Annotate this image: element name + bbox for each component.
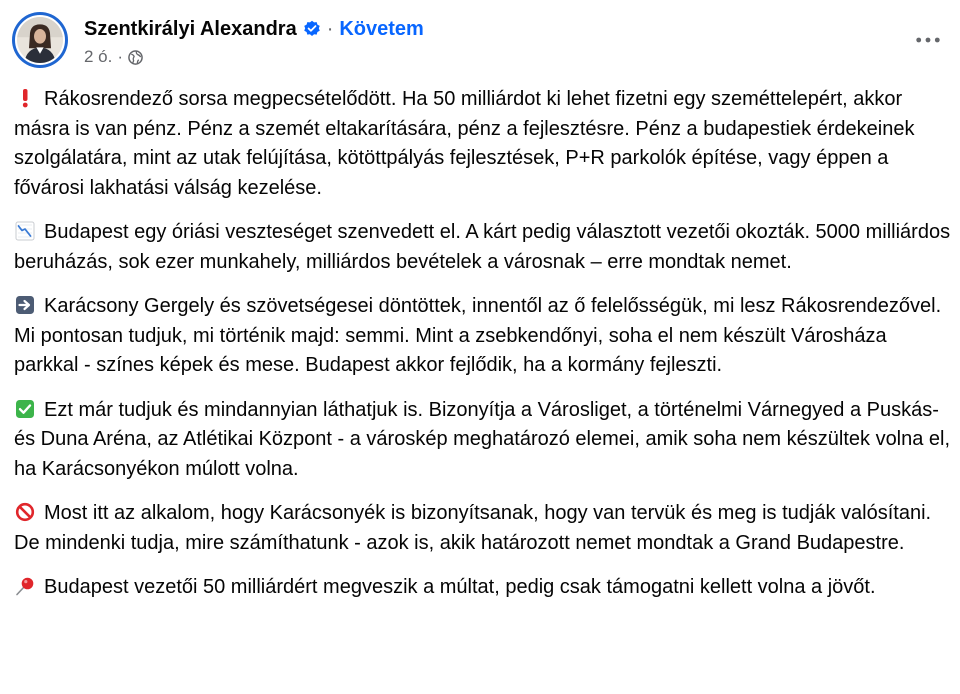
paragraph-text: Ezt már tudjuk és mindannyian láthatjuk is. Bizonyítja a Városliget, a történelmi Várnegyed a Puskás- és Duna Aréna, az Atlétikai Központ - a városkép meghatározó elemei, amik soha nem készültek volna el, ha Karácsonyékon múlott volna.	[14, 398, 951, 480]
post-paragraph	[14, 292, 954, 381]
post-paragraph	[14, 573, 954, 603]
header-separator: ·	[326, 17, 334, 40]
post-paragraph	[14, 396, 954, 485]
meta-separator: ·	[117, 47, 124, 66]
paragraph-text: Karácsony Gergely és szövetségesei döntöttek, innentől az ő felelősségük, mi lesz Rákosrendezővel. Mi pontosan tudjuk, mi történik majd: semmi. Mint a zsebkendőnyi, soha el nem készült Városháza parkkal - színes képek és mese. Budapest akkor fejlődik, ha a kormány fejleszti.	[14, 295, 942, 376]
chart-decreasing-icon	[14, 221, 36, 241]
paragraph-text: Budapest vezetői 50 milliárdért megveszik a múltat, pedig csak támogatni kellett volna a jövőt.	[44, 576, 876, 598]
avatar-photo	[15, 15, 65, 65]
paragraph-text: Most itt az alkalom, hogy Karácsonyék is bizonyítsanak, hogy van tervük és meg is tudják valósítani. De mindenki tudja, mire számíthatunk - azok is, akik határozott nemet mondtak a Grand Budapestre.	[14, 502, 932, 554]
avatar[interactable]	[12, 12, 68, 68]
timestamp[interactable]: 2 ó.	[84, 47, 113, 66]
post-paragraph	[14, 499, 954, 558]
post-body	[14, 85, 954, 618]
check-mark-icon	[14, 399, 36, 419]
paragraph-text: Rákosrendező sorsa megpecsételődött. Ha 50 milliárdot ki lehet fizetni egy szeméttelepért, akkor másra is van pénz. Pénz a szemét eltakarítására, pénz a fejlesztésre. Pénz a budapestiek érdekeinek szolgálatára, mint az utak felújítása, kötöttpályás fejlesztések, P+R parkolók építése, vagy éppen a fővárosi lakhatási válság kezelése.	[14, 88, 915, 199]
verified-badge-icon	[303, 20, 321, 38]
globe-icon[interactable]	[128, 50, 143, 65]
more-dots-icon	[915, 36, 941, 44]
exclamation-icon	[14, 88, 36, 108]
prohibited-icon	[14, 502, 36, 522]
author-name[interactable]: Szentkirályi Alexandra	[84, 17, 297, 40]
follow-button[interactable]: Követem	[339, 17, 424, 40]
pushpin-icon	[14, 576, 36, 596]
more-options-button[interactable]	[908, 24, 948, 56]
post-meta	[84, 46, 143, 68]
paragraph-text: Budapest egy óriási veszteséget szenvedett el. A kárt pedig választott vezetői okozták. 5000 milliárdos beruházás, sok ezer munkahely, milliárdos bevételek a városnak – erre mondtak nemet.	[14, 221, 951, 273]
post-paragraph	[14, 218, 954, 277]
post-header	[84, 15, 424, 43]
post-paragraph	[14, 85, 954, 203]
right-arrow-icon	[14, 295, 36, 315]
